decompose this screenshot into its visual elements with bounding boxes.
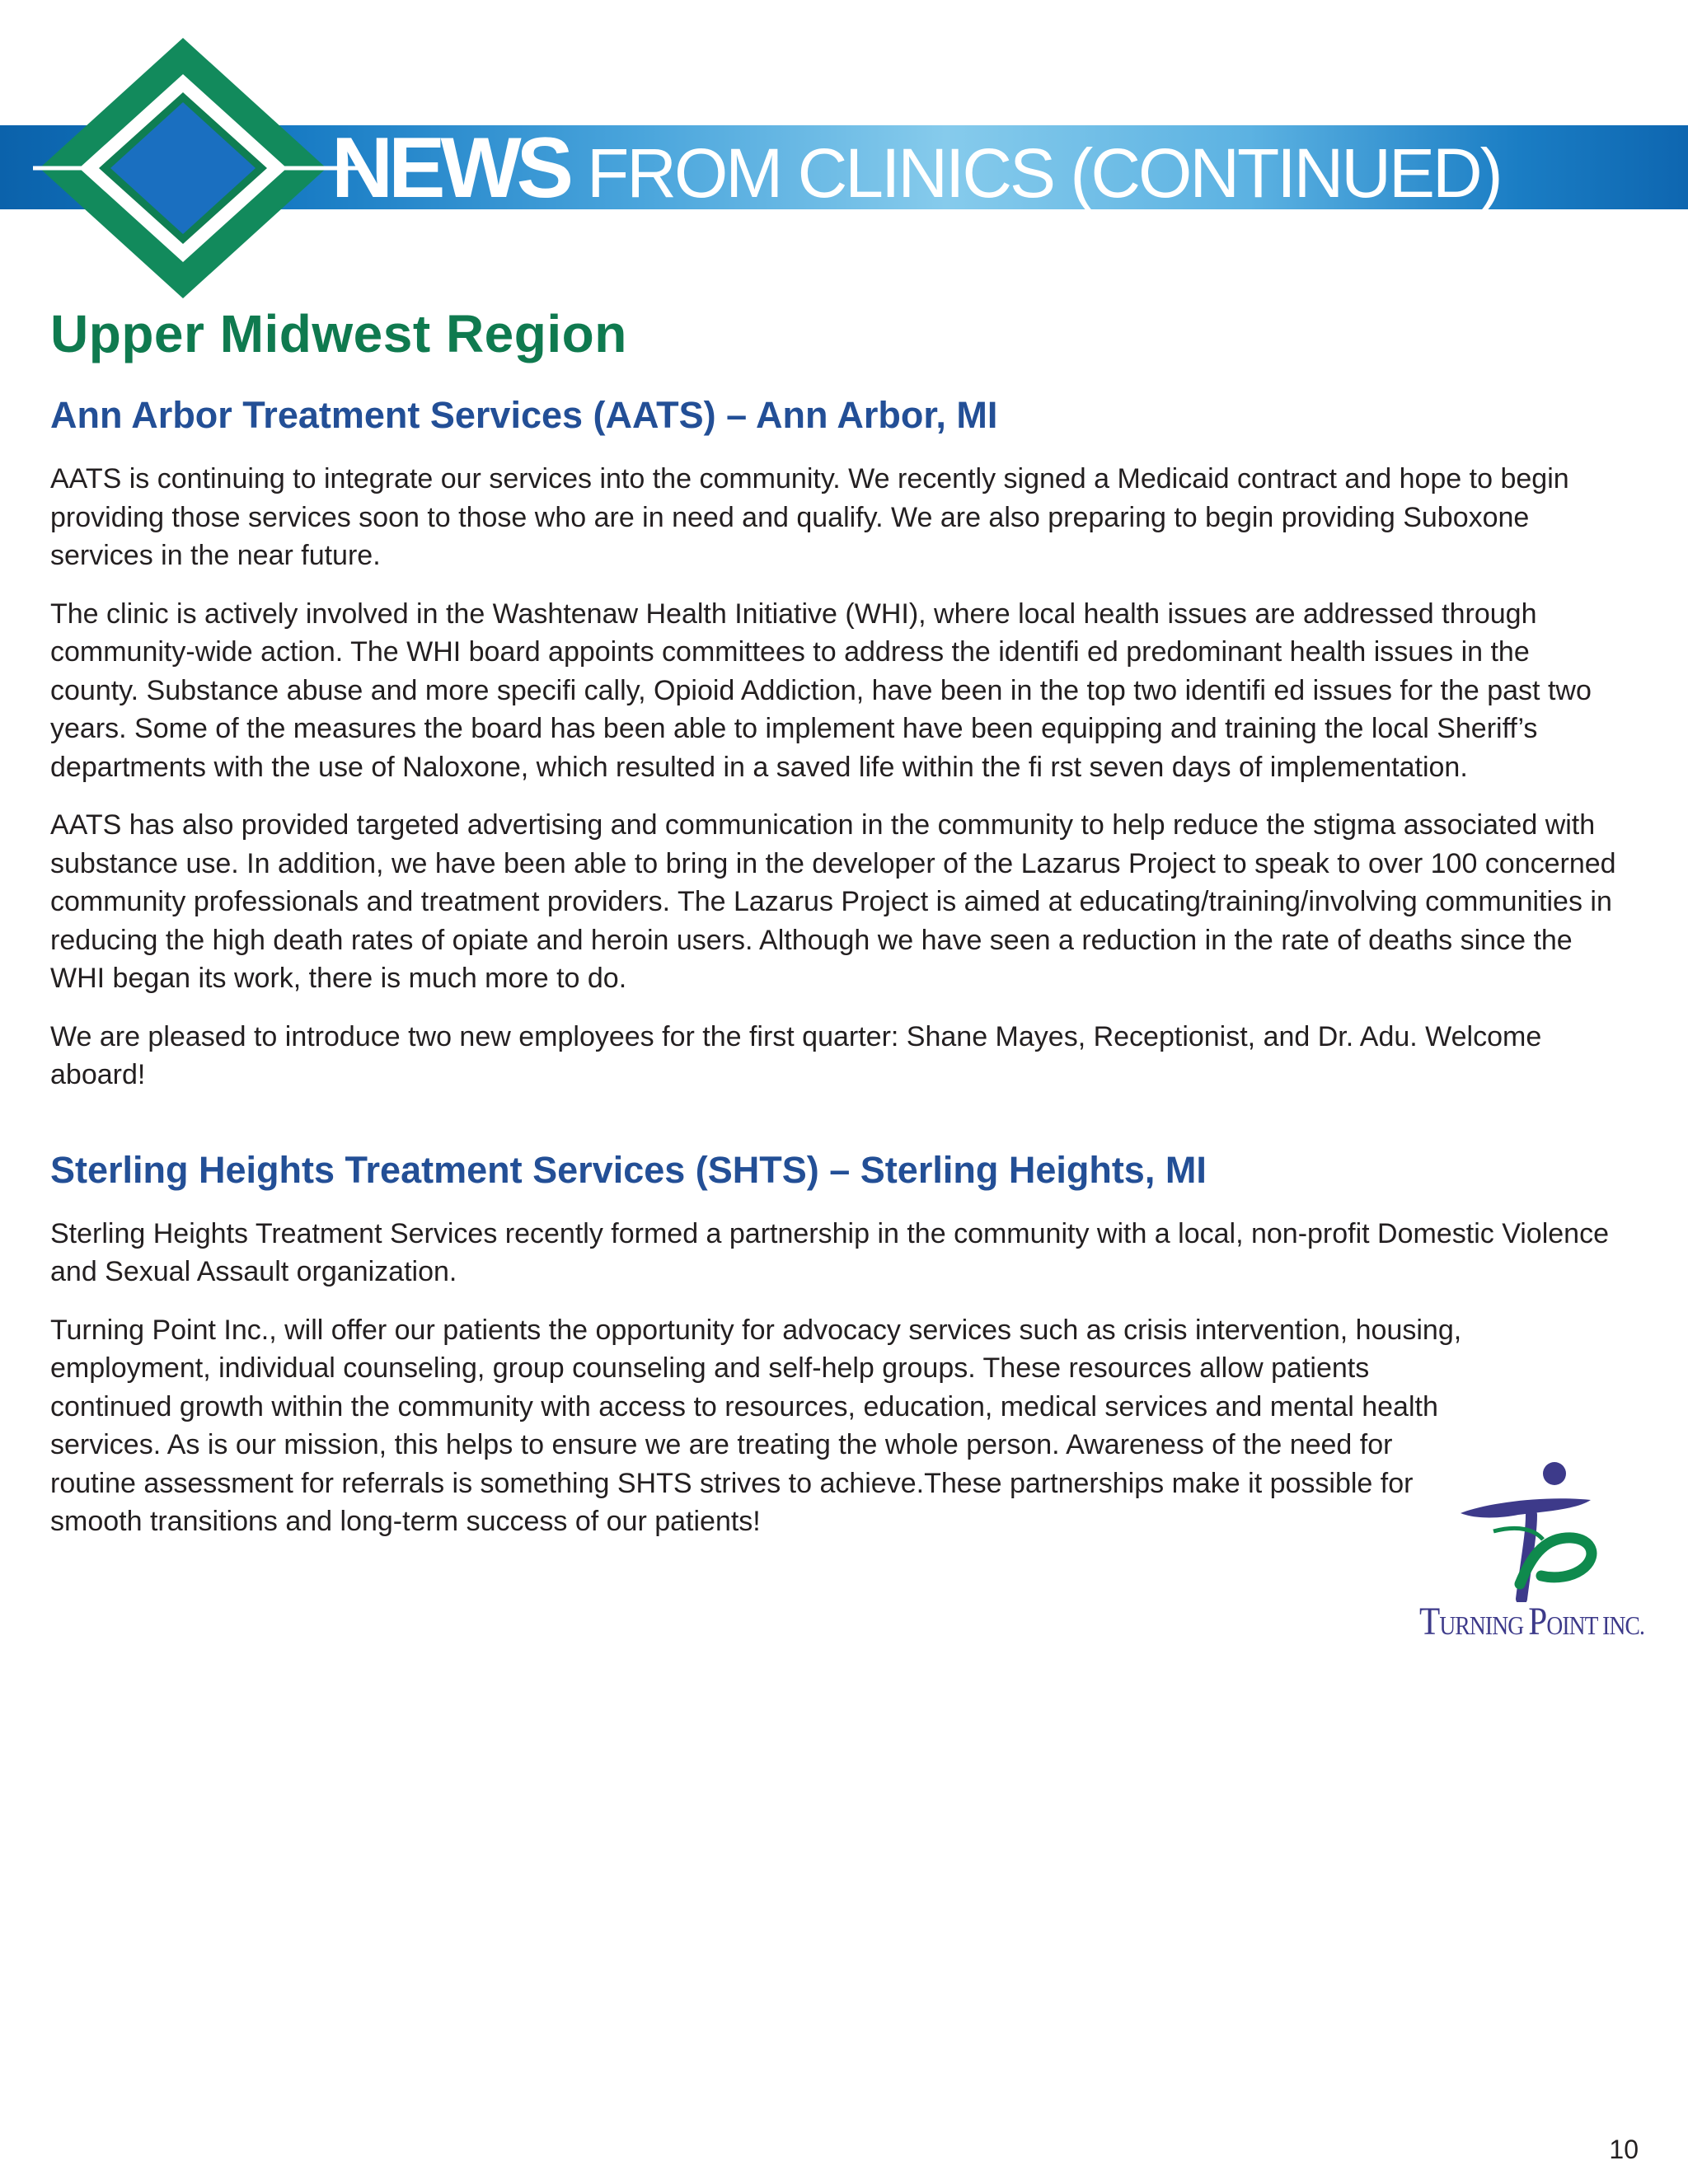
banner-title-news: NEWS [331, 120, 569, 216]
banner-title [331, 122, 1501, 214]
turning-point-logo [1416, 1460, 1644, 1658]
banner-title-rest: FROM CLINICS (CONTINUED) [587, 134, 1501, 212]
aats-paragraph-2: The clinic is actively involved in the Washtenaw Health Initiative (WHI), where local health issues are addressed through community-wide action. The WHI board appoints committees to address the identifi ed predominant health issues in the county. Substance abuse and more specifi cally, Opioid Addiction, have been in the top two identifi ed issues for the past two years. Some of the measures the board has been able to implement have been equipping and training the local Sheriff’s departments with the use of Naloxone, which resulted in a saved life within the fi rst seven days of implementation. [50, 598, 1592, 783]
diamond-logo-icon [33, 35, 363, 302]
section-title-shts: Sterling Heights Treatment Services (SHTS) – Sterling Heights, MI [50, 1148, 1207, 1191]
turning-point-wordmark: TURNING POINT INC. [1419, 1600, 1644, 1643]
shts-paragraph-1: Sterling Heights Treatment Services recently formed a partnership in the community with a local, non-profit Domestic Violence and Sexual Assault organization. [50, 1217, 1610, 1287]
region-title: Upper Midwest Region [50, 304, 627, 363]
section-title-aats: Ann Arbor Treatment Services (AATS) – Ann Arbor, MI [50, 394, 998, 436]
aats-paragraph-1: AATS is continuing to integrate our services into the community. We recently signed a Medicaid contract and hope to begin providing those services soon to those who are in need and qualify. We are also preparing to begin providing Suboxone services in the near future. [50, 463, 1569, 571]
turning-point-figure-icon [1452, 1460, 1601, 1602]
main-content [50, 297, 1620, 1541]
aats-paragraph-3: AATS has also provided targeted advertising and communication in the community to help reduce the stigma associated with substance use. In addition, we have been able to bring in the developer of the Lazarus Project to speak to over 100 concerned community professionals and treatment providers. The Lazarus Project is aimed at educating/training/involving communities in reducing the high death rates of opiate and heroin users. Although we have seen a reduction in the rate of deaths since the WHI began its work, there is much more to do. [50, 809, 1616, 994]
page-number: 10 [1609, 2135, 1639, 2164]
shts-paragraph-2: Turning Point Inc., will offer our patients the opportunity for advocacy services such as crisis intervention, housing, employment, individual counseling, group counseling and self-help groups. These resources allow patients continued growth within the community with access to resources, education, medical services and mental health services. As is our mission, this helps to ensure we are treating the whole person. Awareness of the need for routine assessment for referrals is something SHTS strives to achieve.These partnerships make it possible for smooth transitions and long-term success of our patients! [50, 1314, 1462, 1537]
aats-paragraph-4: We are pleased to introduce two new employees for the first quarter: Shane Mayes, Receptionist, and Dr. Adu. Welcome aboard! [50, 1020, 1542, 1090]
